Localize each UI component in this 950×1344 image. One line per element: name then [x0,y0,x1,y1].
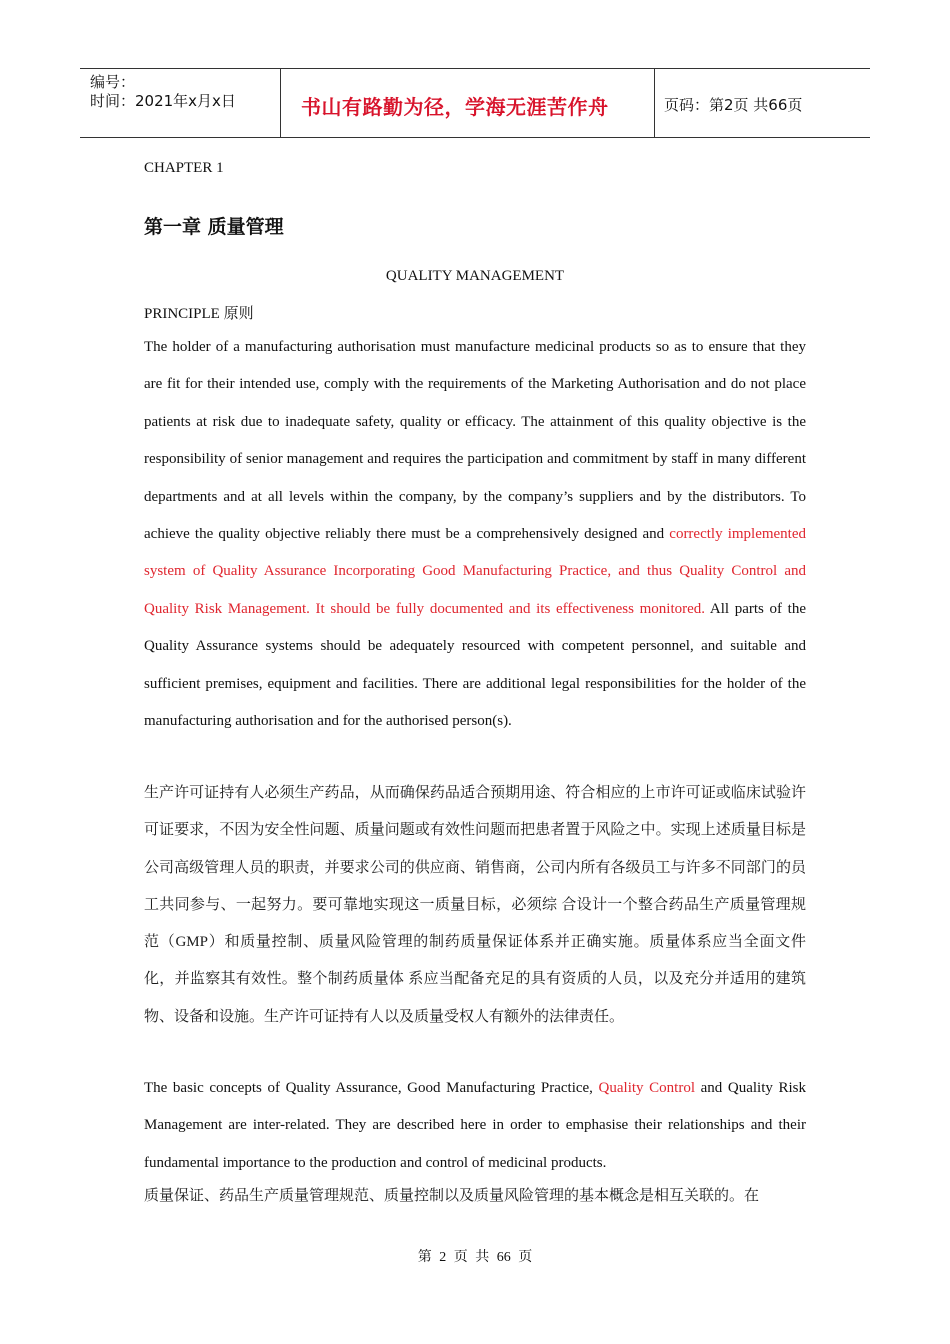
paragraph-principle-en [144,329,806,740]
paragraph-text: The holder of a manufacturing authorisation must manufacture medicinal products so as to ensure that they are fit for their intended use, comply with the requirements of the Marketing Authorisation and do not place patients at risk due to inadequate safety, quality or efficacy. The attainment of this quality objective is the responsibility of senior management and requires the participation and commitment by staff in many different departments and at all levels within the company, by the company’s suppliers and by the distributors. To achieve the quality objective reliably there must be a comprehensively designed and [144,339,806,543]
footer-page-number: 2 [439,1250,447,1265]
paragraph-text: and Quality Risk Management are inter-related. They are described here in order to emphasise their relationships and their fundamental importance to the production and control of medicinal products. [144,1080,806,1171]
footer-ye: 页 [518,1250,533,1265]
footer-total-pages: 66 [496,1250,511,1265]
chapter-label: CHAPTER 1 [144,160,224,176]
footer-gong: 共 [475,1250,490,1265]
paragraph-text: All parts of the Quality Assurance systems should be adequately resourced with competent personnel, and suitable and sufficient premises, equipment and facilities. There are additional legal responsibilities for the holder of the manufacturing authorisation and for the authorised person(s). [144,600,806,730]
header-motto: 书山有路勤为径，学海无涯苦作舟 [301,95,609,119]
header-motto-cell [281,69,655,137]
page-header-table [80,68,870,138]
chapter-title: 第一章 质量管理 [144,216,284,238]
document-time-label: 时间：2021年x月x日 [90,92,236,110]
header-info-cell [80,69,281,137]
paragraph-principle-cn: 生产许可证持有人必须生产药品，从而确保药品适合预期用途、符合相应的上市许可证或临床试验许 可证要求，不因为安全性问题、质量问题或有效性问题而把患者置于风险之中。实现上述质量目标是公司高级管理人员的职责，并要求公司的供应商、销售商，公司内所有各级员工与许多不同部门的员工共同参与、一起努力。要可靠地实现这一质量目标，必须综 合设计一个整合药品生产质量管理规范（GMP）和质量控制、质量风险管理的制药质量保证体系并正确实施。质量体系应当全面文件化，并监察其有效性。整个制药质量体 系应当配备充足的具有资质的人员，以及充分并适用的建筑物、设备和设施。生产许可证持有人以及质量受权人有额外的法律责任。 [144,785,806,1025]
footer-ye: 页 [453,1250,468,1265]
paragraph-text: The basic concepts of Quality Assurance, Good Manufacturing Practice, [144,1080,599,1096]
principle-label: PRINCIPLE 原则 [144,306,254,322]
footer-di: 第 [417,1250,432,1265]
paragraph-concepts-cn: 质量保证、药品生产质量管理规范、质量控制以及质量风险管理的基本概念是相互关联的。在 [144,1188,760,1204]
highlighted-text: Quality Control [598,1080,695,1096]
page-footer [0,1246,950,1266]
header-page-cell [655,69,870,137]
header-page-info: 页码：第2页 共66页 [664,96,803,114]
highlighted-text: correctly implemented system of Quality Assurance Incorporating Good Manufacturing Practice, and thus Quality Control and Quality Risk Management. It should be fully documented and its effectiveness monitored. [144,526,806,617]
document-number-label: 编号： [90,73,136,91]
section-title: QUALITY MANAGEMENT [385,268,565,284]
paragraph-concepts-en [144,1070,806,1182]
